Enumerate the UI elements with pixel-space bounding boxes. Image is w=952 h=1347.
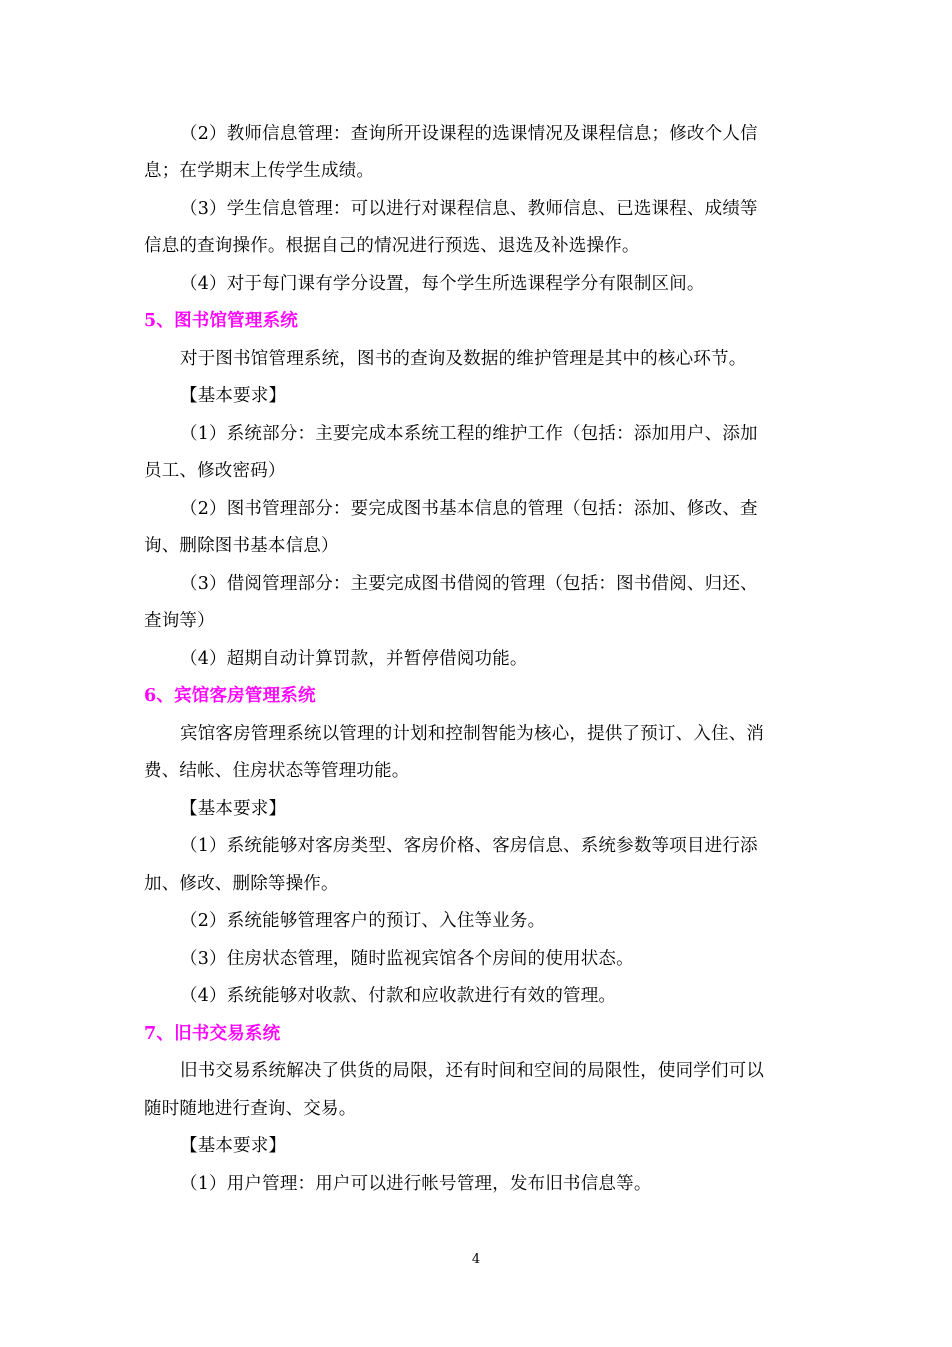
paragraph-line: （2）教师信息管理：查询所开设课程的选课情况及课程信息；修改个人信 [180,124,758,144]
paragraph-line: （4）系统能够对收款、付款和应收款进行有效的管理。 [180,986,617,1006]
paragraph-line: （1）系统部分：主要完成本系统工程的维护工作（包括：添加用户、添加 [180,424,758,444]
paragraph-line: （2）系统能够管理客户的预订、入住等业务。 [180,911,546,931]
paragraph-line: （4）超期自动计算罚款，并暂停借阅功能。 [180,649,528,669]
paragraph-line: 费、结帐、住房状态等管理功能。 [144,761,410,781]
paragraph-line: 息；在学期末上传学生成绩。 [144,161,375,181]
paragraph-line: （1）系统能够对客房类型、客房价格、客房信息、系统参数等项目进行添 [180,836,758,856]
requirements-label: 【基本要求】 [180,799,287,819]
paragraph-line: 加、修改、删除等操作。 [144,874,339,894]
paragraph-line: 旧书交易系统解决了供货的局限，还有时间和空间的局限性，使同学们可以 [180,1061,765,1081]
section-heading-7: 7、旧书交易系统 [144,1024,281,1044]
paragraph-line: （2）图书管理部分：要完成图书基本信息的管理（包括：添加、修改、查 [180,499,758,519]
paragraph-line: （3）借阅管理部分：主要完成图书借阅的管理（包括：图书借阅、归还、 [180,574,758,594]
section-heading-6: 6、宾馆客房管理系统 [144,686,316,706]
paragraph-line: 随时随地进行查询、交易。 [144,1099,357,1119]
paragraph-line: 信息的查询操作。根据自己的情况进行预选、退选及补选操作。 [144,236,640,256]
paragraph-line: 员工、修改密码） [144,461,286,481]
paragraph-line: 询、删除图书基本信息） [144,536,339,556]
paragraph-line: 对于图书馆管理系统，图书的查询及数据的维护管理是其中的核心环节。 [180,349,747,369]
requirements-label: 【基本要求】 [180,386,287,406]
paragraph-line: 宾馆客房管理系统以管理的计划和控制智能为核心，提供了预订、入住、消 [180,724,765,744]
requirements-label: 【基本要求】 [180,1136,287,1156]
section-heading-5: 5、图书馆管理系统 [144,311,298,331]
page-number: 4 [471,1252,481,1267]
paragraph-line: 查询等） [144,611,215,631]
paragraph-line: （4）对于每门课有学分设置，每个学生所选课程学分有限制区间。 [180,274,705,294]
paragraph-line: （1）用户管理：用户可以进行帐号管理，发布旧书信息等。 [180,1174,652,1194]
paragraph-line: （3）学生信息管理：可以进行对课程信息、教师信息、已选课程、成绩等 [180,199,758,219]
paragraph-line: （3）住房状态管理，随时监视宾馆各个房间的使用状态。 [180,949,634,969]
